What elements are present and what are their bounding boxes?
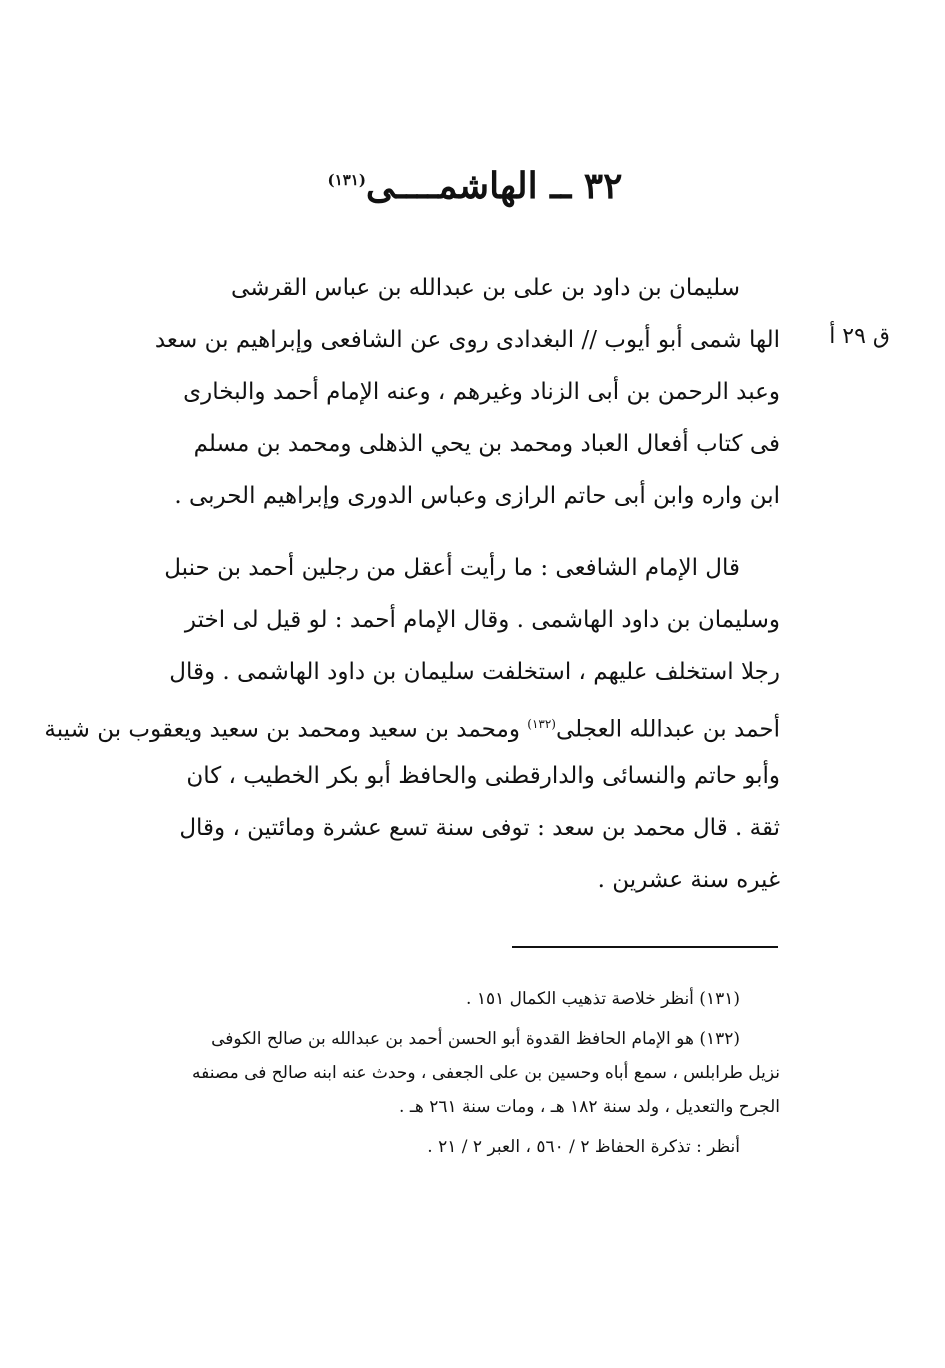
footnote-131: [110, 982, 780, 1016]
text-line: ثقة . قال محمد بن سعد : توفى سنة تسع عشرة ومائتين ، وقال: [179, 815, 780, 841]
footnote-line: (١٣٢) هو الإمام الحافظ القدوة أبو الحسن أحمد بن عبدالله بن صالح الكوفى: [211, 1029, 740, 1049]
footnote-line: نزيل طرابلس ، سمع أباه وحسين بن على الجعفى ، وحدث عنه ابنه صالح فى مصنفه: [192, 1063, 780, 1083]
chapter-title: [250, 150, 700, 216]
text-line: وعبد الرحمن بن أبى الزناد وغيرهم ، وعنه الإمام أحمد والبخارى: [183, 379, 780, 405]
text-line: غيره سنة عشرين .: [597, 867, 780, 893]
text-line: سليمان بن داود بن على بن عبدالله بن عباس القرشى: [231, 275, 740, 301]
text-line: رجلا استخلف عليهم ، استخلفت سليمان بن داود الهاشمى . وقال: [169, 659, 780, 685]
chapter-title-text: ٣٢ ــ الهاشمــــى: [365, 165, 623, 207]
text-line-part: أحمد بن عبدالله العجلى: [555, 716, 780, 743]
text-line: [44, 698, 780, 750]
footnotes-section: [110, 982, 780, 1164]
footnote-sources: أنظر : تذكرة الحفاظ ٢ / ٥٦٠ ، العبر ٢ / ٢١ .: [427, 1137, 740, 1157]
footnote-132: [110, 1022, 780, 1124]
text-line-part: ومحمد بن سعيد ومحمد بن سعيد ويعقوب بن شيبة: [44, 716, 528, 743]
margin-manuscript-ref: ق ٢٩ أ: [829, 324, 890, 349]
text-line: وأبو حاتم والنسائى والدارقطنى والحافظ أبو بكر الخطيب ، كان: [186, 763, 780, 789]
footnote-separator: [512, 946, 778, 948]
text-line: الها شمى أبو أيوب // البغدادى روى عن الشافعى وإبراهيم بن سعد: [154, 327, 780, 353]
title-footnote-ref: (١٣١): [327, 171, 366, 189]
footnote-line: الجرح والتعديل ، ولد سنة ١٨٢ هـ ، ومات سنة ٢٦١ هـ .: [399, 1097, 780, 1117]
paragraph-biography: [110, 262, 780, 522]
text-line: قال الإمام الشافعى : ما رأيت أعقل من رجلين أحمد بن حنبل: [164, 555, 740, 581]
text-line: فى كتاب أفعال العباد ومحمد بن يحي الذهلى ومحمد بن مسلم: [193, 431, 780, 457]
text-line: وسليمان بن داود الهاشمى . وقال الإمام أحمد : لو قيل لى اختر: [184, 607, 780, 633]
paragraph-testimonies: [44, 542, 780, 906]
text-line: ابن واره وابن أبى حاتم الرازى وعباس الدورى وإبراهيم الحربى .: [174, 483, 780, 509]
inline-footnote-ref: (١٣٢): [527, 717, 556, 731]
footnote-line: (١٣١) أنظر خلاصة تذهيب الكمال ١٥١ .: [466, 989, 740, 1009]
